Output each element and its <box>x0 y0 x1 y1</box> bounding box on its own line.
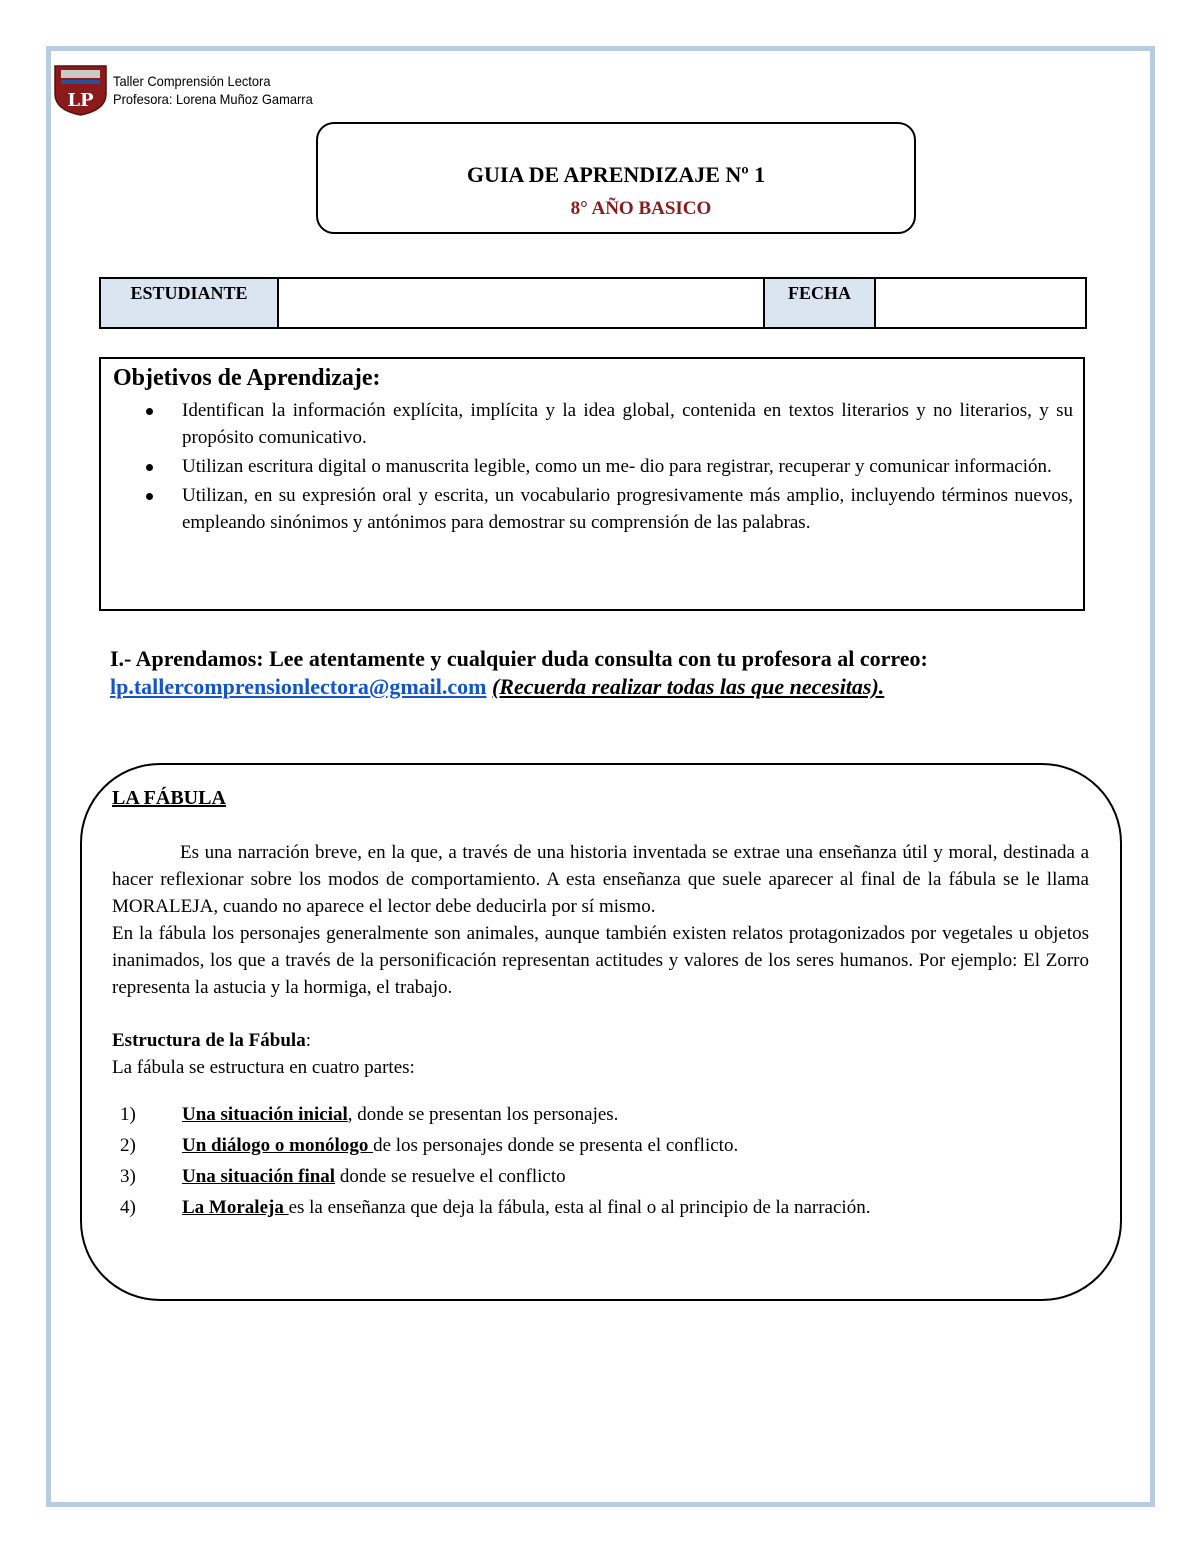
date-label: FECHA <box>764 278 875 328</box>
structure-part: 3) Una situación final donde se resuelve el conflicto <box>120 1166 566 1187</box>
objectives-title: Objetivos de Aprendizaje: <box>113 365 381 391</box>
structure-part: 2) Un diálogo o monólogo de los personajes donde se presenta el conflicto. <box>120 1135 739 1156</box>
grade-label: 8° AÑO BASICO <box>570 198 712 219</box>
fable-title: LA FÁBULA <box>112 787 226 809</box>
objective-text: Identifican la información explícita, implícita y la idea global, contenida en textos literarios y no literarios, y su propósito comunicativo. <box>182 400 1073 448</box>
structure-part: 4) La Moraleja es la enseñanza que deja la fábula, esta al final o al principio de la narración. <box>120 1197 871 1218</box>
reminder-text: (Recuerda realizar todas las que necesitas). <box>491 674 885 699</box>
school-logo <box>53 64 108 116</box>
student-label: ESTUDIANTE <box>100 278 278 328</box>
structure-part: 1) Una situación inicial, donde se presentan los personajes. <box>120 1104 619 1125</box>
objective-item <box>113 482 1073 536</box>
guide-title: GUIA DE APRENDIZAJE Nº 1 <box>466 162 766 187</box>
date-field[interactable] <box>875 278 1086 328</box>
bullet-icon <box>146 464 153 471</box>
student-field[interactable] <box>278 278 764 328</box>
title-box <box>316 122 916 234</box>
fable-content <box>112 785 1089 1225</box>
objective-item <box>113 453 1073 480</box>
structure-title: Estructura de la Fábula: <box>112 1030 311 1051</box>
objectives-box <box>99 357 1085 611</box>
section-heading: I.- Aprendamos: Lee atentamente y cualquier duda consulta con tu profesora al correo: <box>110 646 928 671</box>
bullet-icon <box>146 408 153 415</box>
fable-paragraph: Es una narración breve, en la que, a través de una historia inventada se extrae una enseñanza útil y moral, destinada a hacer reflexionar sobre los modos de comportamiento. A esta enseñanza que suele aparecer al final de la fábula se le llama MORALEJA, cuando no aparece el lector debe deducirla por sí mismo. <box>112 842 1089 917</box>
section-intro <box>110 645 1070 701</box>
structure-intro: La fábula se estructura en cuatro partes: <box>112 1057 415 1078</box>
objective-item <box>113 397 1073 451</box>
structure-parts-list <box>112 1101 1089 1221</box>
logo-initials: LP <box>67 90 94 111</box>
objectives-list <box>113 397 1073 538</box>
fable-paragraph: En la fábula los personajes generalmente son animales, aunque también existen relatos protagonizados por vegetales u objetos inanimados, los que a través de la personificación representan actitudes y valores de los seres humanos. Por ejemplo: El Zorro representa la astucia y la hormiga, el trabajo. <box>112 923 1089 998</box>
objective-text: Utilizan escritura digital o manuscrita legible, como un me- dio para registrar, recuperar y comunicar información. <box>182 456 1052 477</box>
email-link[interactable]: lp.tallercomprensionlectora@gmail.com <box>110 674 487 699</box>
bullet-icon <box>146 493 153 500</box>
header <box>113 72 313 108</box>
student-info-table <box>99 277 1087 329</box>
course-name: Taller Comprensión Lectora <box>113 73 271 89</box>
teacher-name: Profesora: Lorena Muñoz Gamarra <box>113 91 313 107</box>
objective-text: Utilizan, en su expresión oral y escrita, un vocabulario progresivamente más amplio, incluyendo términos nuevos, empleando sinónimos y antónimos para demostrar su comprensión de las palabras. <box>182 485 1073 533</box>
